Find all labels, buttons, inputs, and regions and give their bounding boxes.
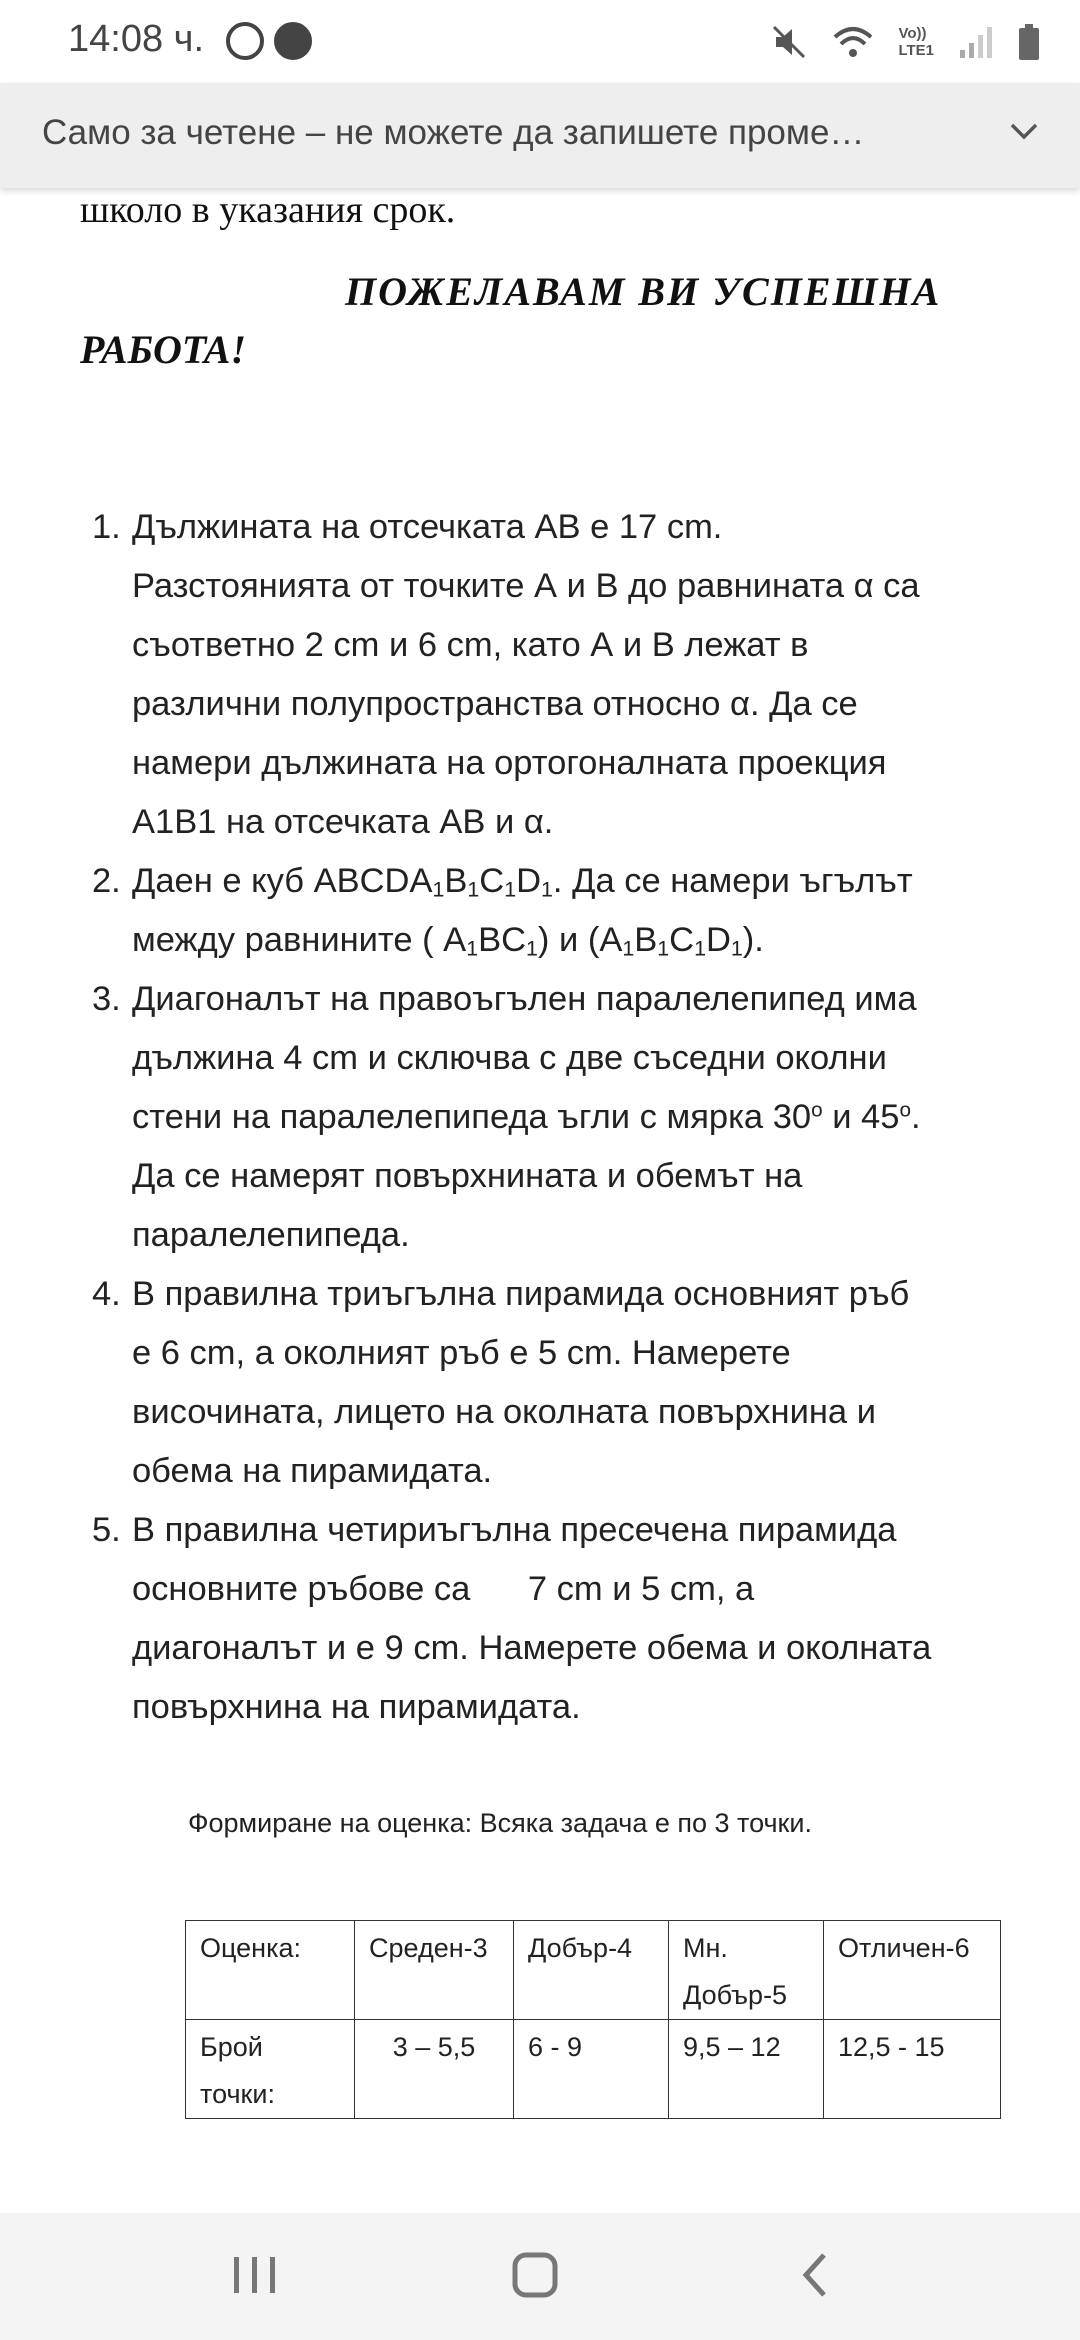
mute-icon [770, 23, 808, 61]
task-3: 3. Диагоналът на правоъгълен паралелепипед има дължина 4 cm и сключва с две съседни околни стени на паралелепипеда ъгли с мярка 30$^o$ и 45$^o$. Да се намерят повърхнината и обемът на паралелепипеда. [92, 980, 921, 1254]
table-cell: Брой точки: [186, 2020, 355, 2119]
wish-heading-line1: ПОЖЕЛАВАМ ВИ УСПЕШНА [345, 269, 942, 314]
sync-app-icon [274, 22, 312, 60]
task-2: 2. Даен е куб $ABCDA_1B_1C_1D_1$. Да се намери ъгълът между равнините ( $A_1BC_1$) и $(A_1B_1C_1D_1)$. [92, 862, 913, 961]
task-5: 5. В правилна четириъгълна пресечена пирамида основните ръбове са 7 cm и 5 cm, а диагоналът и е 9 cm. Намерете обема и околната повърхнина на пирамидата. [92, 1511, 932, 1726]
banner-text: Само за четене – не можете да запишете проме… [42, 113, 865, 152]
document-view[interactable] [0, 188, 1080, 2213]
home-button[interactable] [500, 2245, 570, 2305]
wifi-icon [832, 23, 874, 61]
table-cell: 9,5 – 12 [669, 2020, 824, 2119]
recent-apps-button[interactable] [220, 2245, 290, 2305]
table-cell: 3 – 5,5 [355, 2020, 514, 2119]
chevron-down-icon[interactable] [1006, 113, 1042, 149]
table-cell: Мн. Добър-5 [669, 1921, 824, 2020]
task-1: 1. Дължината на отсечката АВ е 17 cm. Разстоянията от точките А и В до равнината α са съответно 2 cm и 6 cm, като А и В лежат в различни полупространства относно α. Да се намери дължината на ортогоналната проекция А1В1 на отсечката АВ и α. [92, 508, 920, 841]
table-row [186, 1921, 1001, 2020]
clock: 14:08 ч. [68, 18, 205, 60]
table-cell: 12,5 - 15 [824, 2020, 1001, 2119]
task-4: 4. В правилна триъгълна пирамида основният ръб е 6 cm, а околният ръб е 5 cm. Намерете височината, лицето на околната повърхнина и обема на пирамидата. [92, 1275, 910, 1490]
network-type: Vo)) LTE1 [898, 25, 934, 59]
grades-table [185, 1920, 1001, 2119]
signal-icon [958, 24, 994, 60]
table-cell: Оценка: [186, 1921, 355, 2020]
status-bar [0, 0, 1080, 83]
intro-text: школо в указания срок. [80, 189, 456, 231]
viber-icon [226, 22, 264, 60]
task-list [92, 498, 1012, 1737]
wish-heading-line2: РАБОТА! [80, 327, 247, 372]
table-cell: 6 - 9 [514, 2020, 669, 2119]
table-row [186, 2020, 1001, 2119]
battery-icon [1018, 23, 1040, 61]
grading-note: Формиране на оценка: Всяка задача е по 3 точки. [188, 1808, 812, 1838]
table-cell: Добър-4 [514, 1921, 669, 2020]
status-icons [770, 20, 1040, 64]
read-only-banner[interactable] [0, 83, 1080, 188]
table-cell: Отличен-6 [824, 1921, 1001, 2020]
table-cell: Среден-3 [355, 1921, 514, 2020]
navigation-bar [0, 2213, 1080, 2340]
back-button[interactable] [780, 2245, 850, 2305]
